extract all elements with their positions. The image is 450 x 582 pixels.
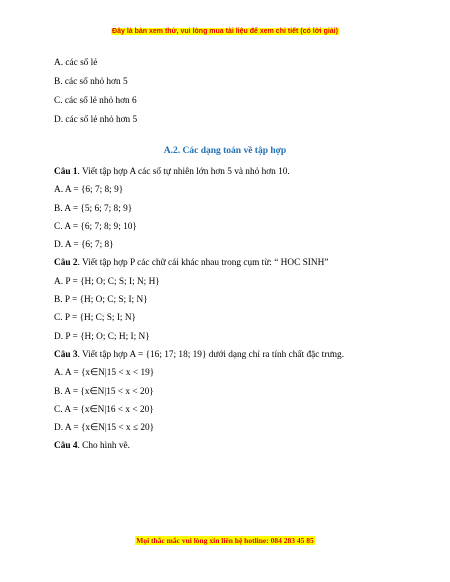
question-1-option-d: D. A = {6; 7; 8}: [54, 240, 114, 250]
question-2-label: Câu 2: [54, 258, 78, 268]
question-2-option-c: C. P = {H; C; S; I; N}: [54, 313, 137, 323]
preview-banner-text: Đây là bản xem thử, vui lòng mua tài liệu để xem chi tiết (có lời giải): [112, 28, 338, 35]
question-1-option-c: C. A = {6; 7; 8; 9; 10}: [54, 222, 137, 232]
prev-option-c: C. các số lẻ nhỏ hơn 6: [54, 96, 137, 106]
question-4-label: Câu 4: [54, 441, 78, 451]
question-2-option-b: B. P = {H; O; C; S; I; N}: [54, 295, 148, 305]
question-1-text: . Viết tập hợp A các số tự nhiên lớn hơn 5 và nhỏ hơn 10.: [77, 167, 290, 177]
question-2-option-a: A. P = {H; O; C; S; I; N; H}: [54, 277, 160, 287]
question-2-option-d: D. P = {H; O; C; H; I; N}: [54, 332, 150, 342]
hotline-banner-text: Mọi thắc mắc vui lòng xin liên hệ hotline: 084 283 45 85: [136, 536, 314, 545]
question-3-label: Câu 3: [54, 350, 78, 360]
question-3-option-d: D. A = {x∈N|15 < x ≤ 20}: [54, 423, 155, 433]
question-3-option-b: B. A = {x∈N|15 < x < 20}: [54, 387, 154, 397]
question-3-option-c: C. A = {x∈N|16 < x < 20}: [54, 405, 154, 415]
prev-option-a: A. các số lẻ: [54, 58, 98, 68]
question-4-text: . Cho hình vẽ.: [77, 441, 130, 451]
preview-banner: [0, 28, 450, 35]
question-2: [54, 257, 328, 269]
question-1-option-b: B. A = {5; 6; 7; 8; 9}: [54, 204, 133, 214]
section-title: A.2. Các dạng toán về tập hợp: [163, 146, 287, 156]
prev-option-b: B. các số nhỏ hơn 5: [54, 77, 128, 87]
question-3-option-a: A. A = {x∈N|15 < x < 19}: [54, 368, 155, 378]
question-3: [54, 349, 344, 361]
question-4: [54, 440, 130, 452]
question-2-text: . Viết tập hợp P các chữ cái khác nhau trong cụm từ: “ HOC SINH”: [77, 258, 329, 268]
hotline-banner: [0, 536, 450, 545]
question-3-text: . Viết tập hợp A = {16; 17; 18; 19} dưới dạng chỉ ra tính chất đặc trưng.: [77, 350, 345, 360]
question-1-option-a: A. A = {6; 7; 8; 9}: [54, 185, 124, 195]
question-1-label: Câu 1: [54, 167, 78, 177]
prev-option-d: D. các số lẻ nhỏ hơn 5: [54, 115, 138, 125]
question-1: [54, 166, 290, 178]
